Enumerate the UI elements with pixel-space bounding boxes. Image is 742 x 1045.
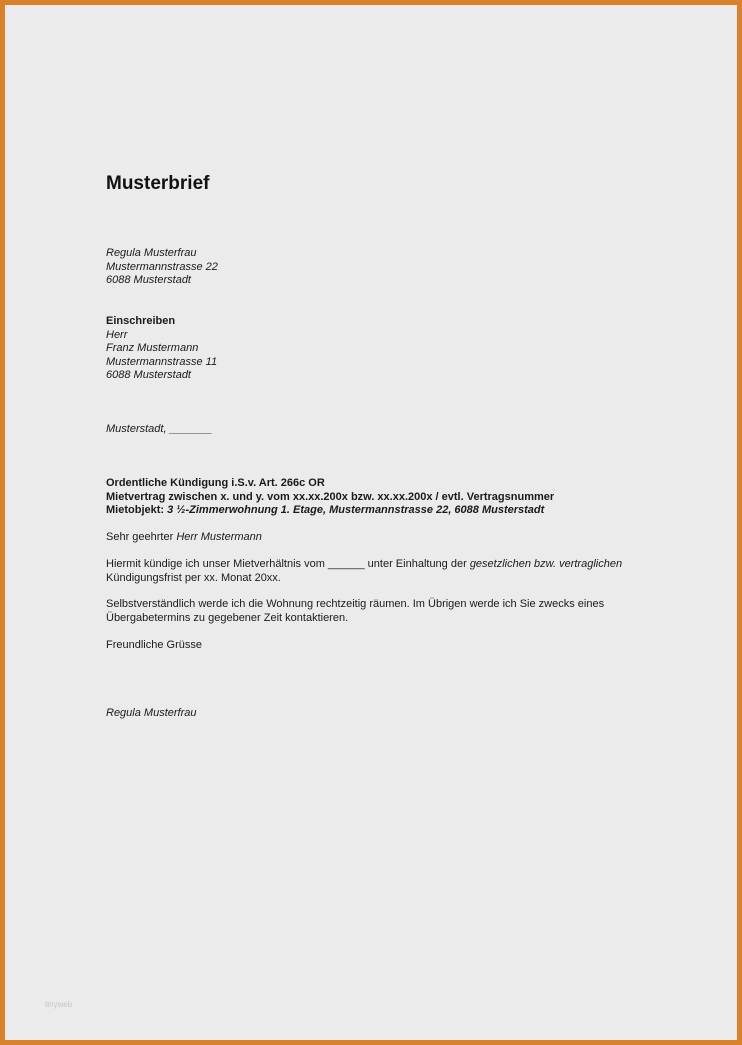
- subject-line-1: Ordentliche Kündigung i.S.v. Art. 266c OR: [106, 477, 325, 489]
- subject-line-2: Mietvertrag zwischen x. und y. vom xx.xx.200x bzw. xx.xx.200x / evtl. Vertragsnummer: [106, 490, 555, 503]
- closing: Freundliche Grüsse: [106, 639, 202, 651]
- document-title: Musterbrief: [106, 173, 210, 194]
- paragraph-1-line-2: Kündigungsfrist per xx. Monat 20xx.: [106, 571, 281, 584]
- subject-block: [106, 477, 554, 518]
- paragraph-2-line-1: Selbstverständlich werde ich die Wohnung rechtzeitig räumen. Im Übrigen werde ich Sie zwecks eines: [106, 598, 605, 610]
- sender-city: 6088 Musterstadt: [106, 274, 191, 286]
- recipient-title: Herr: [106, 328, 128, 341]
- subject-line-3: [106, 504, 554, 518]
- recipient-address: [106, 315, 217, 383]
- paragraph-1-line-1: [106, 558, 622, 572]
- place-date: Musterstadt, _______: [106, 423, 213, 435]
- watermark: tinyweb: [45, 1000, 73, 1009]
- greeting-prefix: Sehr geehrter: [106, 531, 177, 543]
- paragraph-1-text: Hiermit kündige ich unser Mietverhältnis vom ______ unter Einhaltung der: [106, 558, 470, 570]
- sender-address: [106, 247, 218, 288]
- paragraph-2-line-2: Übergabetermins zu gegebener Zeit kontaktieren.: [106, 611, 349, 624]
- delivery-method: Einschreiben: [106, 315, 176, 327]
- subject-object-label: Mietobjekt:: [106, 504, 168, 516]
- paragraph-1: [106, 558, 622, 585]
- greeting-name: Herr Mustermann: [176, 531, 262, 543]
- recipient-city: 6088 Musterstadt: [106, 369, 191, 381]
- recipient-street: Mustermannstrasse 11: [106, 355, 218, 368]
- subject-object-value: 3 ½-Zimmerwohnung 1. Etage, Mustermannstrasse 22, 6088 Musterstadt: [167, 504, 545, 516]
- letter-page: [10, 10, 742, 1045]
- recipient-name: Franz Mustermann: [106, 342, 199, 354]
- sender-name: Regula Musterfrau: [106, 247, 197, 259]
- signature: Regula Musterfrau: [106, 707, 197, 719]
- paragraph-2: [106, 598, 604, 625]
- paragraph-1-italic: gesetzlichen bzw. vertraglichen: [469, 558, 623, 570]
- sender-street: Mustermannstrasse 22: [106, 260, 218, 273]
- greeting: [106, 531, 262, 545]
